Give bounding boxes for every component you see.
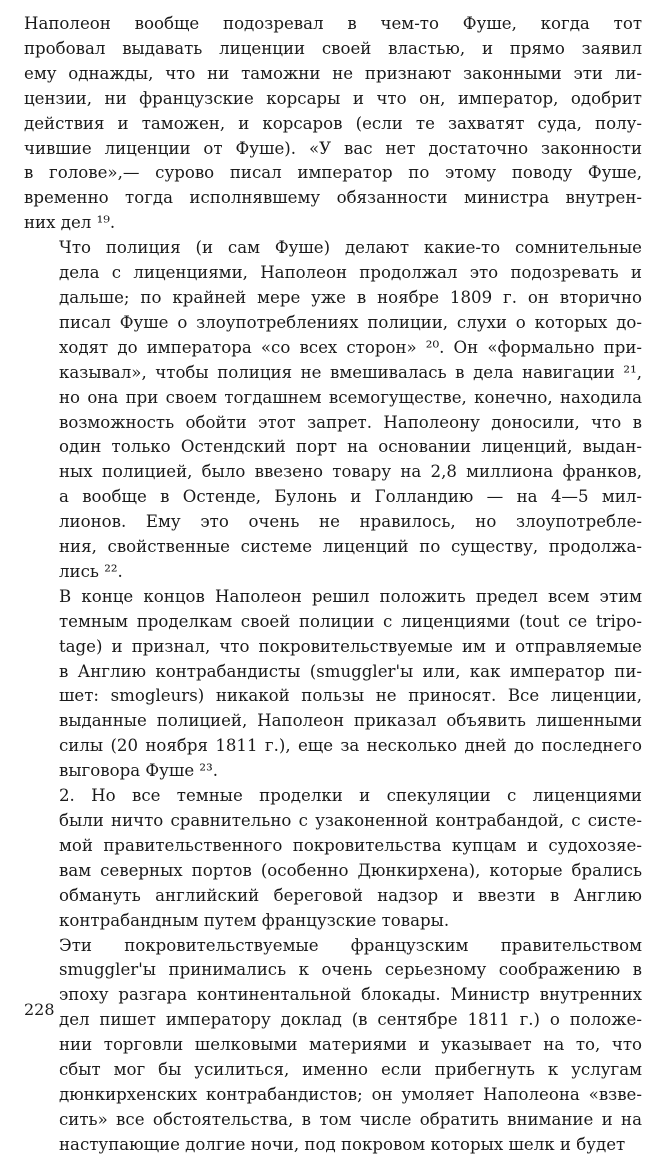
text-line: дюнкирхенских контрабандистов; он умоляет Наполеона «взве- bbox=[59, 1084, 642, 1104]
text-line: действия и таможен, и корсаров (если те захватят суда, полу- bbox=[24, 113, 642, 133]
text-line: сить» все обстоятельства, в том числе обратить внимание и на bbox=[59, 1109, 642, 1129]
text-line: эпоху разгара континентальной блокады. Министр внутренних bbox=[59, 985, 642, 1005]
text-line: лионов. Ему это очень не нравилось, но злоупотребле- bbox=[59, 512, 642, 532]
text-line: наступающие долгие ночи, под покровом которых шелк и будет bbox=[59, 1134, 626, 1154]
text-line: ния, свойственные системе лиценций по существу, продолжа- bbox=[59, 537, 642, 557]
text-line: пробовал выдавать лиценции своей властью, и прямо заявил bbox=[24, 38, 642, 58]
text-line: казывал», чтобы полиция не вмешивалась в дела навигации ²¹, bbox=[59, 362, 642, 382]
text-line: темным проделкам своей полиции с лиценциями (tout ce tripo- bbox=[59, 611, 642, 631]
text-line: выговора Фуше ²³. bbox=[59, 761, 218, 781]
text-line: ему однажды, что ни таможни не признают законными эти ли- bbox=[24, 63, 642, 83]
document-page bbox=[24, 12, 642, 1154]
text-line: обмануть английский береговой надзор и ввезти в Англию bbox=[59, 885, 642, 905]
text-line: возможность обойти этот запрет. Наполеону доносили, что в bbox=[59, 412, 642, 432]
text-line: писал Фуше о злоупотреблениях полиции, слухи о которых до- bbox=[59, 312, 642, 332]
text-line: но она при своем тогдашнем всемогуществе, конечно, находила bbox=[59, 387, 642, 407]
text-line: В конце концов Наполеон решил положить предел всем этим bbox=[59, 586, 642, 606]
text-line: Наполеон вообще подозревал в чем-то Фуше, когда тот bbox=[24, 14, 642, 33]
text-line: цензии, ни французские корсары и что он, император, одобрит bbox=[24, 88, 642, 108]
paragraph-1 bbox=[24, 12, 642, 236]
text-line: tage) и признал, что покровительствуемые им и отправляемые bbox=[59, 636, 642, 656]
paragraph-5 bbox=[24, 934, 642, 1158]
text-line: вам северных портов (особенно Дюнкирхена), которые брались bbox=[59, 860, 642, 880]
text-line: лись ²². bbox=[59, 561, 123, 581]
text-line: в голове»,— сурово писал император по этому поводу Фуше, bbox=[24, 163, 642, 183]
text-line: дальше; по крайней мере уже в ноябре 1809 г. он вторично bbox=[59, 287, 642, 307]
text-line: 2. Но все темные проделки и спекуляции с лиценциями bbox=[59, 786, 642, 806]
text-line: Эти покровительствуемые французским правительством bbox=[59, 935, 642, 955]
text-line: ных полицией, было ввезено товару на 2,8 миллиона франков, bbox=[59, 462, 642, 482]
text-line: сбыт мог бы усилиться, именно если прибегнуть к услугам bbox=[59, 1060, 642, 1080]
paragraph-4 bbox=[24, 784, 642, 933]
text-line: силы (20 ноября 1811 г.), еще за несколько дней до последнего bbox=[59, 736, 642, 756]
text-line: чившие лиценции от Фуше). «У вас нет достаточно законности bbox=[24, 138, 642, 158]
text-line: дела с лиценциями, Наполеон продолжал это подозревать и bbox=[59, 263, 642, 283]
text-line: временно тогда исполнявшему обязанности министра внутрен- bbox=[24, 188, 642, 208]
paragraph-2 bbox=[24, 236, 642, 585]
text-line: а вообще в Остенде, Булонь и Голландию — на 4—5 мил- bbox=[59, 487, 642, 507]
text-line: мой правительственного покровительства купцам и судохозяе- bbox=[59, 835, 642, 855]
text-line: были ничто сравнительно с узаконенной контрабандой, с систе- bbox=[59, 811, 642, 830]
text-line: в Англию контрабандисты (smuggler'ы или, как император пи- bbox=[59, 661, 642, 681]
text-line: ходят до императора «со всех сторон» ²⁰. Он «формально при- bbox=[59, 337, 642, 357]
text-line: выданные полицией, Наполеон приказал объявить лишенными bbox=[59, 711, 642, 731]
paragraph-3 bbox=[24, 585, 642, 784]
text-line: шет: smogleurs) никакой пользы не приносят. Все лиценции, bbox=[59, 686, 642, 706]
text-line: Что полиция (и сам Фуше) делают какие-то сомнительные bbox=[59, 238, 642, 258]
text-line: них дел ¹⁹. bbox=[24, 213, 116, 233]
text-line: дел пишет императору доклад (в сентябре 1811 г.) о положе- bbox=[59, 1010, 642, 1030]
text-line: контрабандным путем французские товары. bbox=[59, 910, 450, 930]
page-number: 228 bbox=[24, 1000, 55, 1019]
text-line: один только Остендский порт на основании лиценций, выдан- bbox=[59, 437, 642, 457]
text-line: smuggler'ы принимались к очень серьезному соображению в bbox=[59, 960, 642, 980]
text-line: нии торговли шелковыми материями и указывает на то, что bbox=[59, 1035, 642, 1055]
